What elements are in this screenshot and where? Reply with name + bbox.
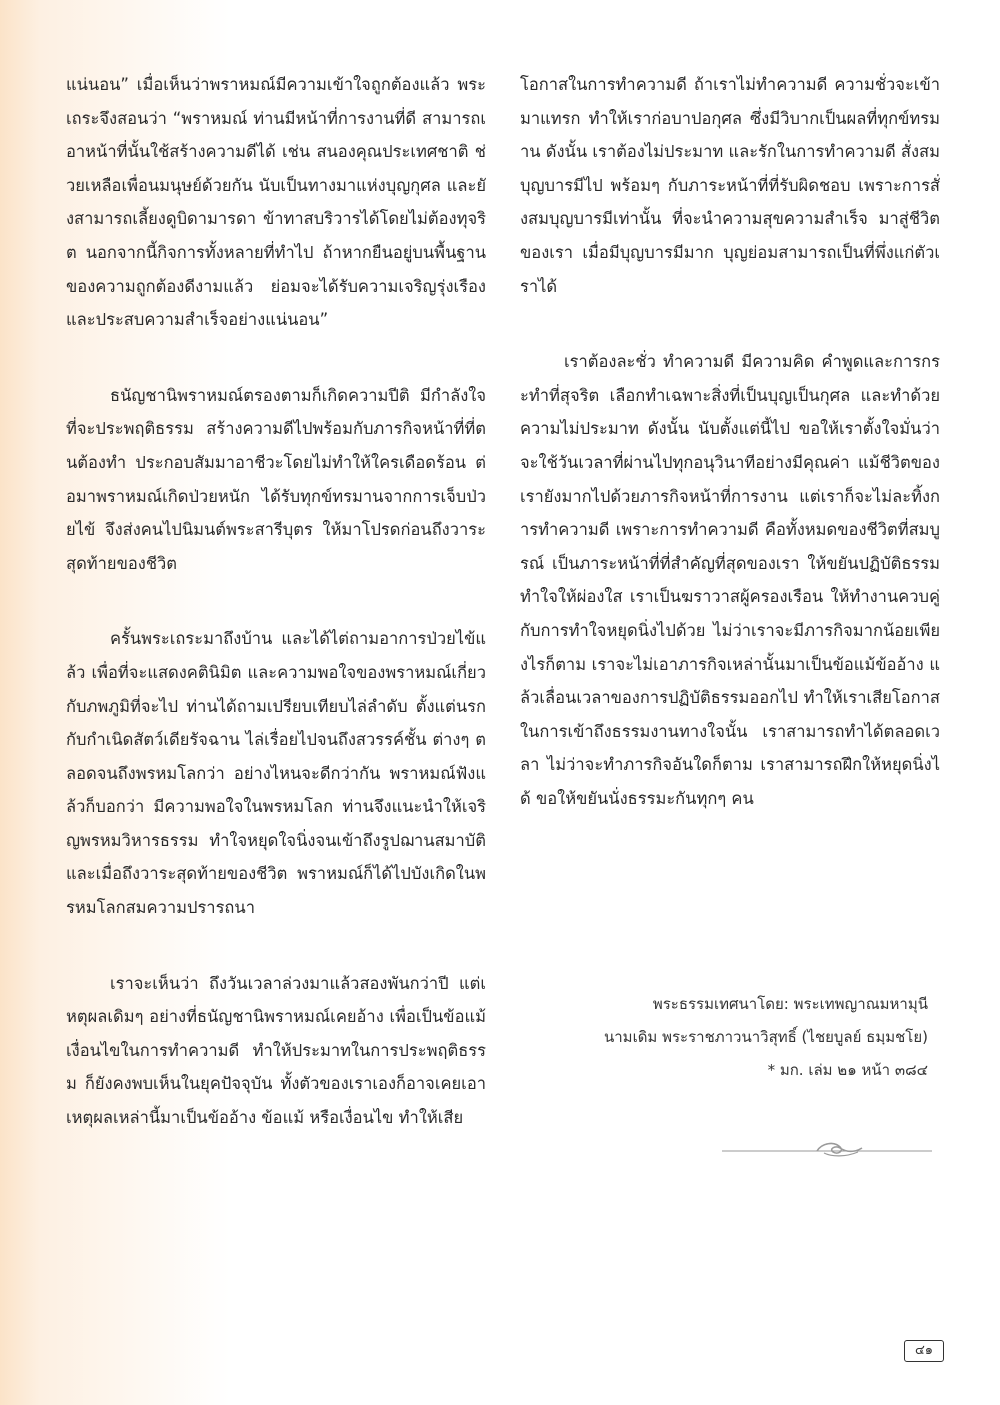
- right-paragraph-1: โอกาสในการทำความดี ถ้าเราไม่ทำความดี ความชั่วจะเข้ามาแทรก ทำให้เราก่อบาปอกุศล ซึ่งมีวิบากเป็นผลที่ทุกข์ทรมาน ดังนั้น เราต้องไม่ประมาท และรักในการทำความดี สั่งสมบุญบารมีไป พร้อมๆ กับภาระหน้าที่ที่รับผิดชอบ เพราะการสั่งสมบุญบารมีเท่านั้น ที่จะนำความสุขความสำเร็จ มาสู่ชีวิตของเรา เมื่อมีบุญบารมีมาก บุญย่อมสามารถเป็นที่พึ่งแก่ตัวเราได้: [520, 75, 940, 296]
- page-number: ๔๑: [904, 1340, 944, 1362]
- credit-preacher: พระธรรมเทศนาโดย: พระเทพญาณมหามุนี: [652, 995, 928, 1013]
- right-column: [520, 68, 940, 857]
- credit-reference: * มก. เล่ม ๒๑ หน้า ๓๘๔: [767, 1061, 928, 1079]
- left-paragraph-4: เราจะเห็นว่า ถึงวันเวลาล่วงมาแล้วสองพันกว่าปี แต่เหตุผลเดิมๆ อย่างที่ธนัญชานิพราหมณ์เคยอ้าง เพื่อเป็นข้อแม้เงื่อนไขในการทำความดี ทำให้ประมาทในการประพฤติธรรม ก็ยังคงพบเห็นในยุคปัจจุบัน ทั้งตัวของเราเองก็อาจเคยเอาเหตุผลเหล่านี้มาเป็นข้ออ้าง ข้อแม้ หรือเงื่อนไข ทำให้เสีย: [66, 973, 486, 1128]
- flourish-ornament-icon: [722, 1135, 932, 1165]
- left-column: [66, 68, 486, 1177]
- right-paragraph-2: เราต้องละชั่ว ทำความดี มีความคิด คำพูดและการกระทำที่สุจริต เลือกทำเฉพาะสิ่งที่เป็นบุญเป็นกุศล และทำด้วยความไม่ประมาท ดังนั้น นับตั้งแต่นี้ไป ขอให้เราตั้งใจมั่นว่า จะใช้วันเวลาที่ผ่านไปทุกอนุวินาทีอย่างมีคุณค่า แม้ชีวิตของเรายังมากไปด้วยภารกิจหน้าที่การงาน แต่เราก็จะไม่ละทิ้งการทำความดี เพราะการทำความดี คือทั้งหมดของชีวิตที่สมบูรณ์ เป็นภาระหน้าที่ที่สำคัญที่สุดของเรา ให้ขยันปฏิบัติธรรม ทำใจให้ผ่องใส เราเป็นฆราวาสผู้ครองเรือน ให้ทำงานควบคู่กับการทำใจหยุดนิ่งไปด้วย ไม่ว่าเราจะมีภารกิจมากน้อยเพียงไรก็ตาม เราจะไม่เอาภารกิจเหล่านั้นมาเป็นข้อแม้ข้ออ้าง แล้วเลื่อนเวลาของการปฏิบัติธรรมออกไป ทำให้เราเสียโอกาสในการเข้าถึงธรรมงานทางใจนั้น เราสามารถทำได้ตลอดเวลา ไม่ว่าจะทำภารกิจอันใดก็ตาม เราสามารถฝึกให้หยุดนิ่งได้ ขอให้ขยันนั่งธรรมะกันทุกๆ คน: [520, 352, 940, 808]
- credit-former-name: นามเดิม พระราชภาวนาวิสุทธิ์ (ไชยบูลย์ ธมฺมชโย): [604, 1028, 928, 1046]
- left-paragraph-2: ธนัญชานิพราหมณ์ตรองตามก็เกิดความปีติ มีกำลังใจที่จะประพฤติธรรม สร้างความดีไปพร้อมกับภารกิจหน้าที่ที่ตนต้องทำ ประกอบสัมมาอาชีวะโดยไม่ทำให้ใครเดือดร้อน ต่อมาพราหมณ์เกิดป่วยหนัก ได้รับทุกข์ทรมานจากการเจ็บป่วยไข้ จึงส่งคนไปนิมนต์พระสารีบุตร ให้มาโปรดก่อนถึงวาระสุดท้ายของชีวิต: [66, 385, 486, 573]
- left-paragraph-3: ครั้นพระเถระมาถึงบ้าน และได้ไต่ถามอาการป่วยไข้แล้ว เพื่อที่จะแสดงคตินิมิต และความพอใจของพราหมณ์เกี่ยวกับภพภูมิที่จะไป ท่านได้ถามเปรียบเทียบไล่ลำดับ ตั้งแต่นรกกับกำเนิดสัตว์เดียรัจฉาน ไล่เรื่อยไปจนถึงสวรรค์ชั้น ต่างๆ ตลอดจนถึงพรหมโลกว่า อย่างไหนจะดีกว่ากัน พราหมณ์ฟังแล้วก็บอกว่า มีความพอใจในพรหมโลก ท่านจึงแนะนำให้เจริญพรหมวิหารธรรม ทำใจหยุดใจนิ่งจนเข้าถึงรูปฌานสมาบัติ และเมื่อถึงวาระสุดท้ายของชีวิต พราหมณ์ก็ได้ไปบังเกิดในพรหมโลกสมความปรารถนา: [66, 629, 486, 918]
- sermon-credits: [604, 988, 928, 1087]
- left-paragraph-1: แน่นอน” เมื่อเห็นว่าพราหมณ์มีความเข้าใจถูกต้องแล้ว พระเถระจึงสอนว่า “พราหมณ์ ท่านมีหน้าที่การงานที่ดี สามารถเอาหน้าที่นั้นใช้สร้างความดีได้ เช่น สนองคุณประเทศชาติ ช่วยเหลือเพื่อนมนุษย์ด้วยกัน นับเป็นทางมาแห่งบุญกุศล และยังสามารถเลี้ยงดูบิดามารดา ข้าทาสบริวารได้โดยไม่ต้องทุจริต นอกจากนี้กิจการทั้งหลายที่ทำไป ถ้าหากยืนอยู่บนพื้นฐานของความถูกต้องดีงามแล้ว ย่อมจะได้รับความเจริญรุ่งเรือง และประสบความสำเร็จอย่างแน่นอน”: [66, 75, 486, 330]
